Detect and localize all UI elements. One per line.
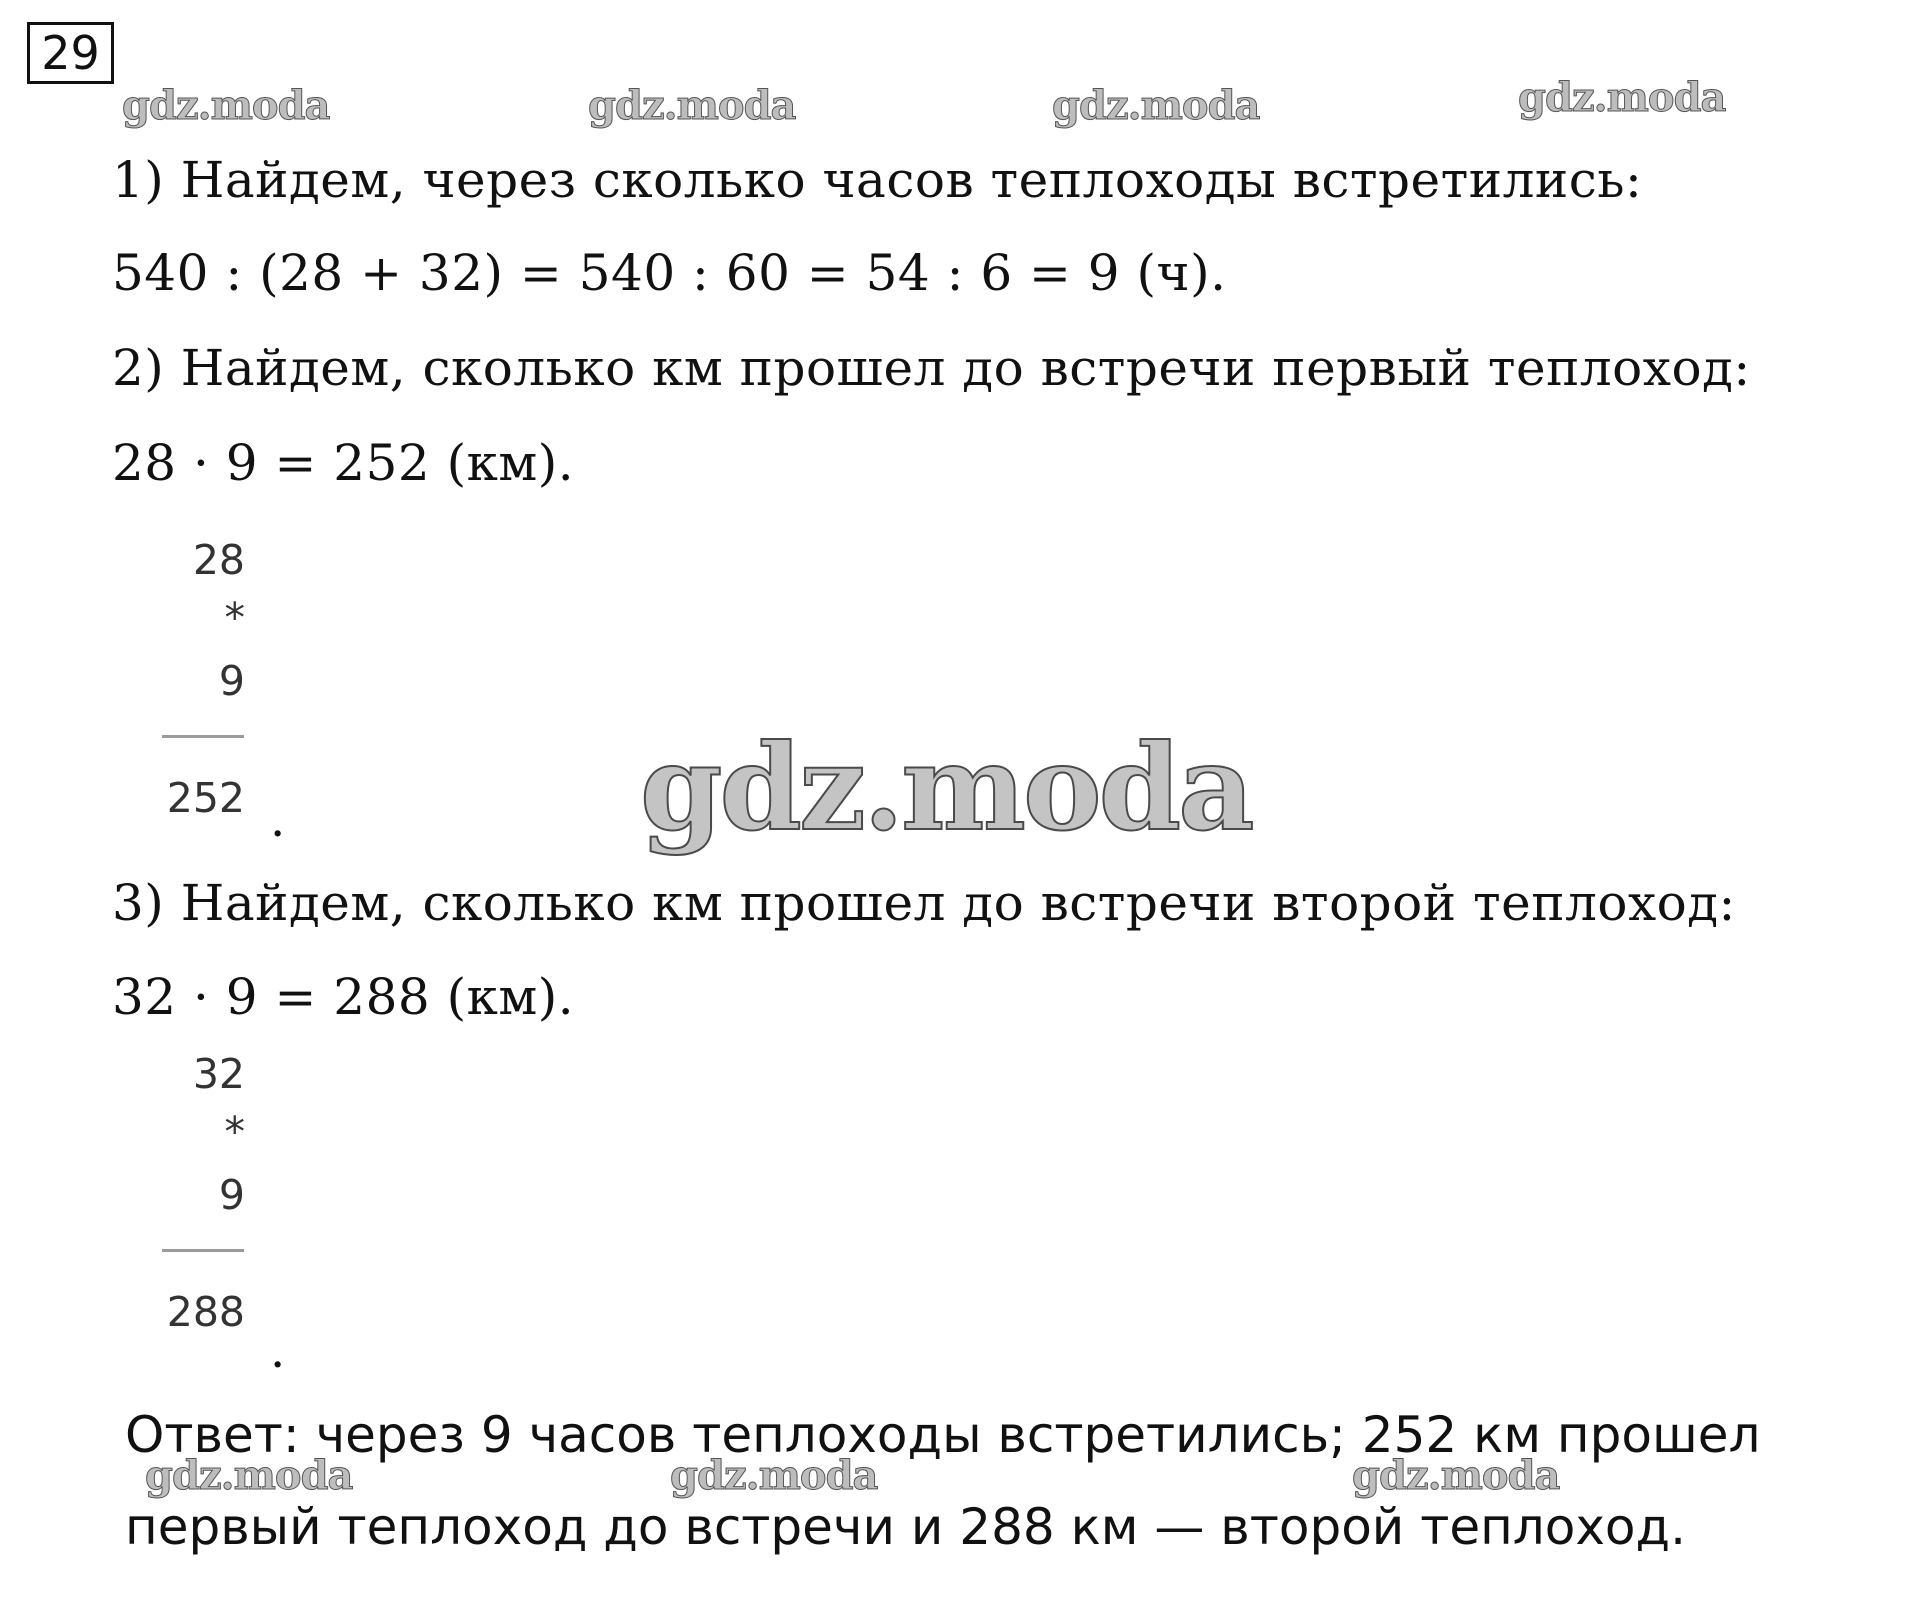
watermark: gdz.moda: [588, 82, 796, 129]
watermark: gdz.moda: [670, 1452, 878, 1499]
watermark: gdz.moda: [1352, 1452, 1560, 1499]
task-number: 29: [27, 22, 114, 84]
step1-text: 1) Найдем, через сколько часов теплоходы встретились:: [112, 151, 1643, 209]
step2-formula: 28 · 9 = 252 (км).: [112, 434, 575, 492]
calc1-bottom: 9: [218, 657, 245, 705]
calc2-rule: [162, 1249, 244, 1252]
calc2-result: 288: [166, 1288, 245, 1336]
calc1-result: 252: [166, 774, 245, 822]
calc1-top: 28: [192, 536, 245, 584]
watermark: gdz.moda: [122, 82, 330, 129]
step2-text: 2) Найдем, сколько км прошел до встречи первый теплоход:: [112, 339, 1751, 397]
calc1-operator: *: [224, 594, 245, 642]
calc1-end-dot: .: [270, 792, 286, 848]
calc2-top: 32: [192, 1050, 245, 1098]
step1-formula: 540 : (28 + 32) = 540 : 60 = 54 : 6 = 9 (ч).: [112, 244, 1227, 302]
step3-text: 3) Найдем, сколько км прошел до встречи второй теплоход:: [112, 874, 1736, 932]
watermark: gdz.moda: [1052, 82, 1260, 129]
watermark: gdz.moda: [1518, 74, 1726, 121]
watermark-large: gdz.moda: [640, 718, 1252, 857]
calc1-rule: [162, 735, 244, 738]
calc2-bottom: 9: [218, 1171, 245, 1219]
answer-line-1: Ответ: через 9 часов теплоходы встретились; 252 км прошел: [125, 1406, 1761, 1464]
answer-line-2: первый теплоход до встречи и 288 км — второй теплоход.: [125, 1498, 1686, 1556]
step3-formula: 32 · 9 = 288 (км).: [112, 968, 575, 1026]
calc2-operator: *: [224, 1108, 245, 1156]
calc2-end-dot: .: [270, 1323, 286, 1379]
watermark: gdz.moda: [145, 1452, 353, 1499]
